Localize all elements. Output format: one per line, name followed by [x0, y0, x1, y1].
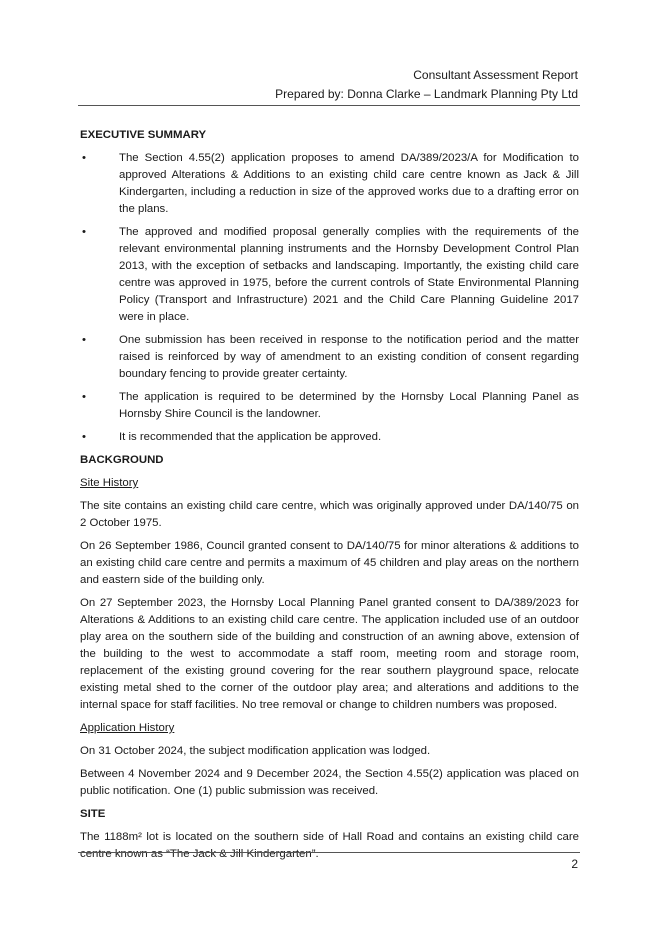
paragraph: The 1188m² lot is located on the southern side of Hall Road and contains an existing child care centre known as “The Jack & Jill Kindergarten”. — [80, 831, 579, 860]
bullet-icon: • — [82, 152, 86, 164]
list-item — [80, 389, 579, 423]
list-item — [80, 429, 579, 446]
report-header — [275, 66, 578, 104]
paragraph: On 27 September 2023, the Hornsby Local Planning Panel granted consent to DA/389/2023 for Alterations & Additions to an existing child care centre. The application included use of an outdoor play area on the southern side of the building and construction of an awning above, extension of the building to the west to accommodate a staff room, meeting room and storage room, replacement of the existing ground covering for the rear southern playground space, relocate existing metal shed to the corner of the outdoor play area; and alterations and additions to the internal space for staff facilities. No tree removal or change to children numbers was proposed. — [80, 597, 579, 711]
list-item — [80, 150, 579, 218]
list-item — [80, 224, 579, 326]
application-history-subheading: Application History — [80, 722, 175, 734]
bullet-icon: • — [82, 391, 86, 403]
bullet-icon: • — [82, 226, 86, 238]
executive-summary-list — [80, 150, 579, 446]
bullet-text: The application is required to be determined by the Hornsby Local Planning Panel as Hornsby Shire Council is the landowner. — [119, 391, 579, 420]
footer-divider — [78, 852, 580, 853]
paragraph: On 31 October 2024, the subject modification application was lodged. — [80, 745, 431, 757]
paragraph: The site contains an existing child care centre, which was originally approved under DA/140/75 on 2 October 1975. — [80, 500, 579, 529]
paragraph: Between 4 November 2024 and 9 December 2024, the Section 4.55(2) application was placed on public notification. One (1) public submission was received. — [80, 768, 579, 797]
page-number: 2 — [571, 857, 578, 871]
header-divider — [78, 105, 580, 106]
document-body — [80, 127, 579, 869]
site-history-subheading: Site History — [80, 477, 139, 489]
executive-summary-heading: EXECUTIVE SUMMARY — [80, 129, 207, 141]
background-heading: BACKGROUND — [80, 454, 164, 466]
bullet-icon: • — [82, 334, 86, 346]
bullet-text: The approved and modified proposal generally complies with the requirements of the relevant environmental planning instruments and the Hornsby Development Control Plan 2013, with the exception of setbacks and landscaping. Importantly, the existing child care centre was approved in 1975, before the current controls of State Environmental Planning Policy (Transport and Infrastructure) 2021 and the Child Care Planning Guideline 2017 were in place. — [119, 226, 579, 323]
list-item — [80, 332, 579, 383]
bullet-text: The Section 4.55(2) application proposes to amend DA/389/2023/A for Modification to approved Alterations & Additions to an existing child care centre known as Jack & Jill Kindergarten, including a reduction in size of the approved works due to a drafting error on the plans. — [119, 152, 579, 215]
report-title: Consultant Assessment Report — [413, 68, 578, 82]
report-author: Prepared by: Donna Clarke – Landmark Planning Pty Ltd — [275, 87, 578, 101]
paragraph: On 26 September 1986, Council granted consent to DA/140/75 for minor alterations & additions to an existing child care centre and permits a maximum of 45 children and play areas on the northern and eastern side of the building only. — [80, 540, 579, 586]
site-heading: SITE — [80, 808, 106, 820]
bullet-icon: • — [82, 431, 86, 443]
bullet-text: It is recommended that the application be approved. — [119, 431, 382, 443]
bullet-text: One submission has been received in response to the notification period and the matter raised is reinforced by way of amendment to an existing condition of consent regarding boundary fencing to provide greater certainty. — [119, 334, 579, 380]
